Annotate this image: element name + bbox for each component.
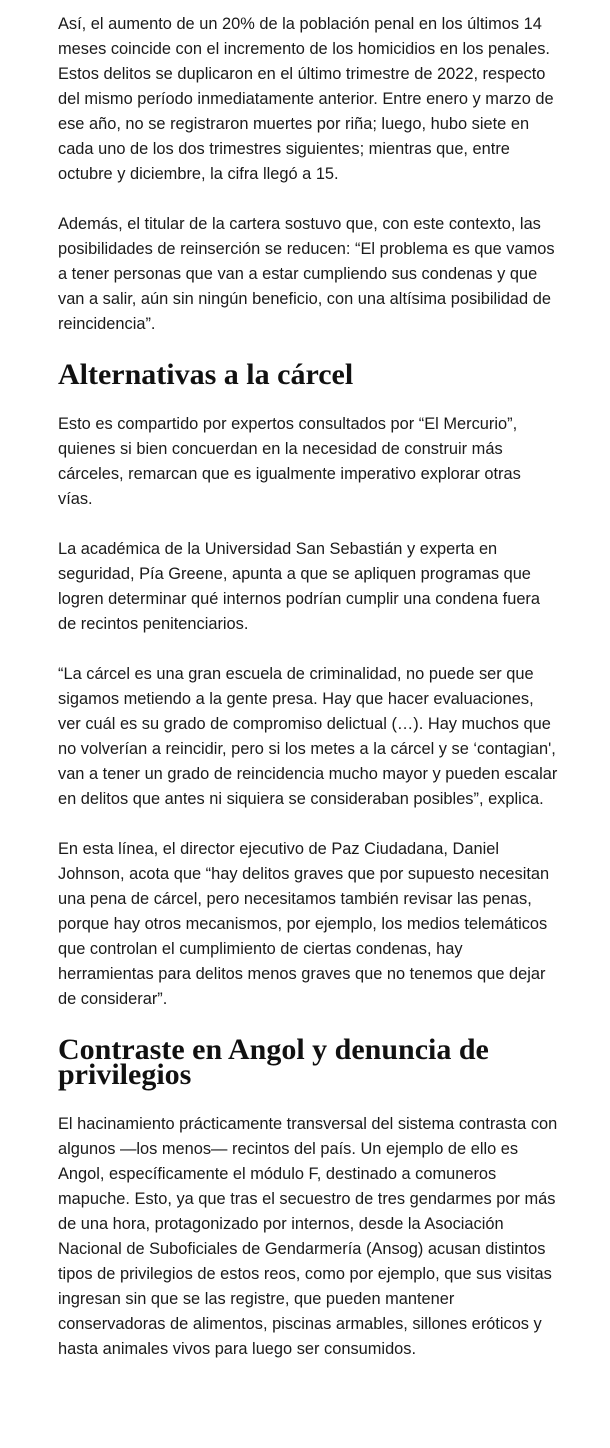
paragraph-pia-greene: La académica de la Universidad San Sebastián y experta en seguridad, Pía Greene, apunta a que se apliquen programas que logren determinar qué internos podrían cumplir una condena fuera de recintos penitenciarios. (58, 540, 541, 633)
heading-alternativas: Alternativas a la cárcel (58, 358, 354, 391)
paragraph-population-growth: Así, el aumento de un 20% de la población penal en los últimos 14 meses coincide con el incremento de los homicidios en los penales. Estos delitos se duplicaron en el último trimestre de 2022, respecto del mismo período inmediatamente anterior. Entre enero y marzo de ese año, no se registraron muertes por riña; luego, hubo siete en cada uno de los dos trimestres siguientes; mientras que, entre octubre y diciembre, la cifra llegó a 15. (58, 15, 554, 183)
article-body (58, 0, 558, 1362)
paragraph-hacinamiento: El hacinamiento prácticamente transversal del sistema contrasta con algunos —los menos— recintos del país. Un ejemplo de ello es Angol, específicamente el módulo F, destinado a comuneros mapuche. Esto, ya que tras el secuestro de tres gendarmes por más de una hora, protagonizado por internos, desde la Asociación Nacional de Suboficiales de Gendarmería (Ansog) acusan distintos tipos de privilegios de estos reos, como por ejemplo, que sus visitas ingresan sin que se las registre, que pueden mantener conservadoras de alimentos, piscinas armables, sillones eróticos y hasta animales vivos para luego ser consumidos. (58, 1115, 558, 1358)
paragraph-reinsertion: Además, el titular de la cartera sostuvo que, con este contexto, las posibilidades de reinserción se reducen: “El problema es que vamos a tener personas que van a estar cumpliendo sus condenas y que van a salir, aún sin ningún beneficio, con una altísima posibilidad de reincidencia”. (58, 215, 555, 333)
paragraph-daniel-johnson: En esta línea, el director ejecutivo de Paz Ciudadana, Daniel Johnson, acota que “hay delitos graves que por supuesto necesitan una pena de cárcel, pero necesitamos también revisar las penas, porque hay otros mecanismos, por ejemplo, los medios telemáticos que controlan el cumplimiento de ciertas condenas, hay herramientas para delitos menos graves que no tenemos que dejar de considerar”. (58, 840, 550, 1008)
heading-contraste-angol: Contraste en Angol y denuncia de privilegios (58, 1033, 489, 1091)
paragraph-quote-criminalidad: “La cárcel es una gran escuela de criminalidad, no puede ser que sigamos metiendo a la gente presa. Hay que hacer evaluaciones, ver cuál es su grado de compromiso delictual (…). Hay muchos que no volverían a reincidir, pero si los metes a la cárcel y se ‘contagian', van a tener un grado de reincidencia mucho mayor y pueden escalar en delitos que antes ni siquiera se consideraban posibles”, explica. (58, 665, 558, 808)
paragraph-experts: Esto es compartido por expertos consultados por “El Mercurio”, quienes si bien concuerdan en la necesidad de construir más cárceles, remarcan que es igualmente imperativo explorar otras vías. (58, 415, 521, 508)
